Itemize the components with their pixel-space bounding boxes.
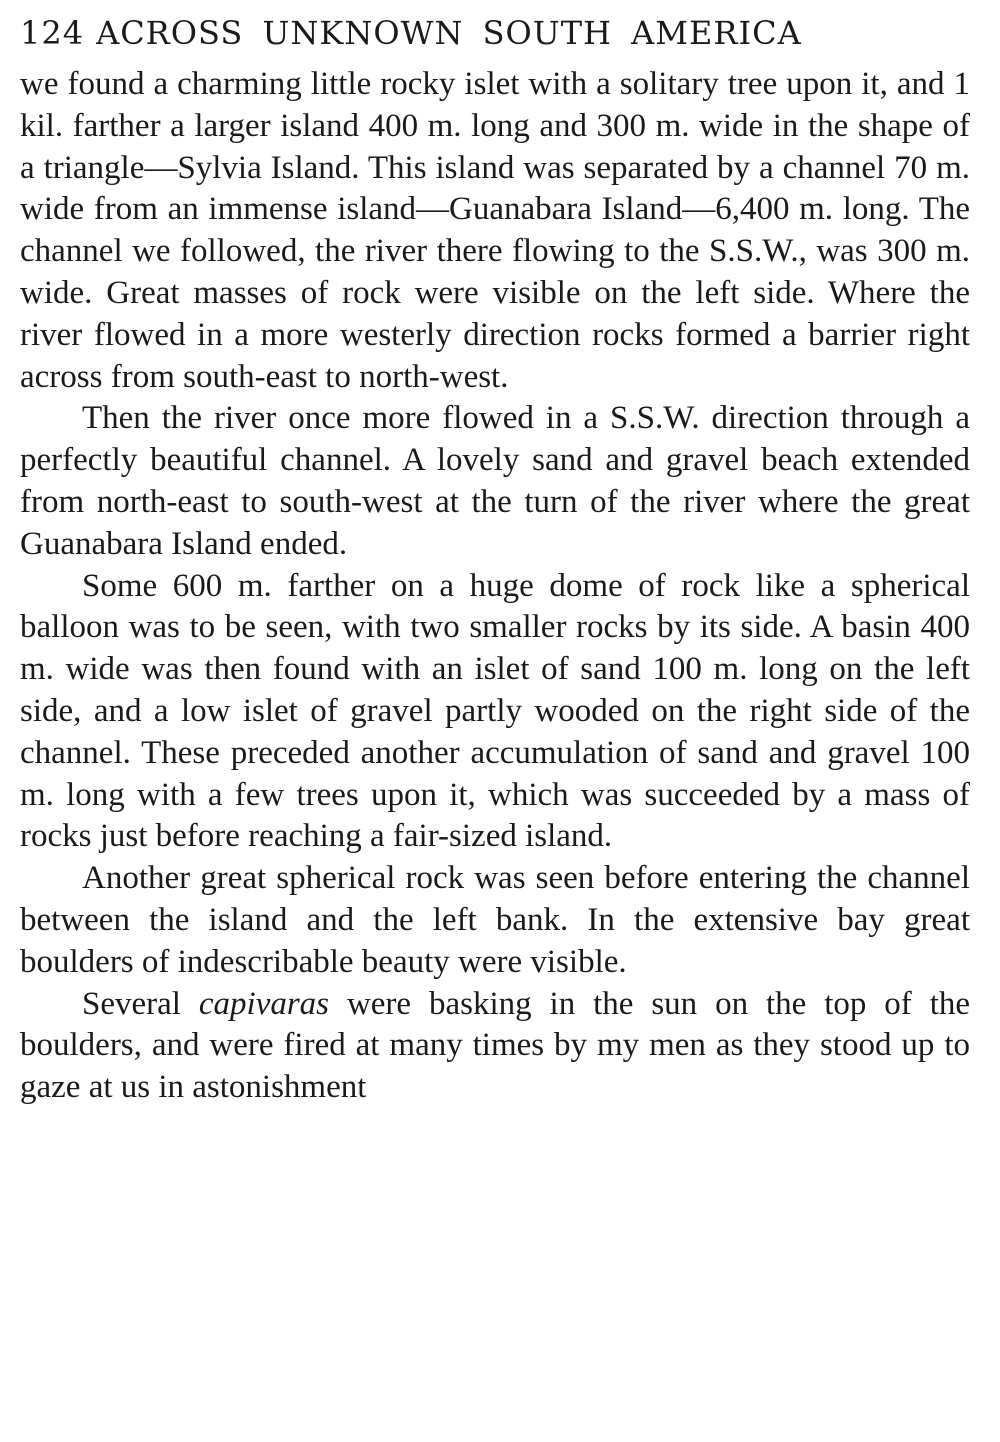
paragraph-3: Some 600 m. farther on a huge dome of rock like a spherical balloon was to be seen, with two smaller rocks by its side. A basin 400 m. wide was then found with an islet of sand 100 m. long on the left side, and a low islet of gravel partly wooded on the right side of the channel. These preceded another accumulation of sand and gravel 100 m. long with a few trees upon it, which was succeeded by a mass of rocks just before reaching a fair-sized island. — [20, 567, 970, 855]
page-header — [20, 14, 970, 64]
paragraph-5 — [20, 984, 970, 1109]
italic-term: capivaras — [198, 985, 330, 1022]
paragraph-2: Then the river once more flowed in a S.S.W. direction through a perfectly beautiful channel. A lovely sand and gravel beach extended from north-east to south-west at the turn of the river where the great Guanabara Island ended. — [20, 400, 970, 562]
body-text — [20, 64, 970, 1109]
paragraph-1: we found a charming little rocky islet with a solitary tree upon it, and 1 kil. farther a larger island 400 m. long and 300 m. wide in the shape of a triangle—Sylvia Island. This island was separated by a channel 70 m. wide from an immense island—Guanabara Island—6,400 m. long. The channel we followed, the river there flowing to the S.S.W., was 300 m. wide. Great masses of rock were visible on the left side. Where the river flowed in a more westerly direction rocks formed a barrier right across from south-east to north-west. — [20, 66, 970, 395]
paragraph-5-rest: were basking in the sun on the top of the boulders, and were fired at many times by my men as they stood up to gaze at us in astonishment — [20, 985, 971, 1106]
running-title: ACROSS UNKNOWN SOUTH AMERICA — [96, 14, 802, 52]
book-page — [20, 14, 970, 1109]
page-number: 124 — [20, 14, 85, 52]
paragraph-5-lead: Several — [82, 985, 199, 1022]
paragraph-4: Another great spherical rock was seen before entering the channel between the island and the left bank. In the extensive bay great boulders of indescribable beauty were visible. — [20, 860, 970, 980]
